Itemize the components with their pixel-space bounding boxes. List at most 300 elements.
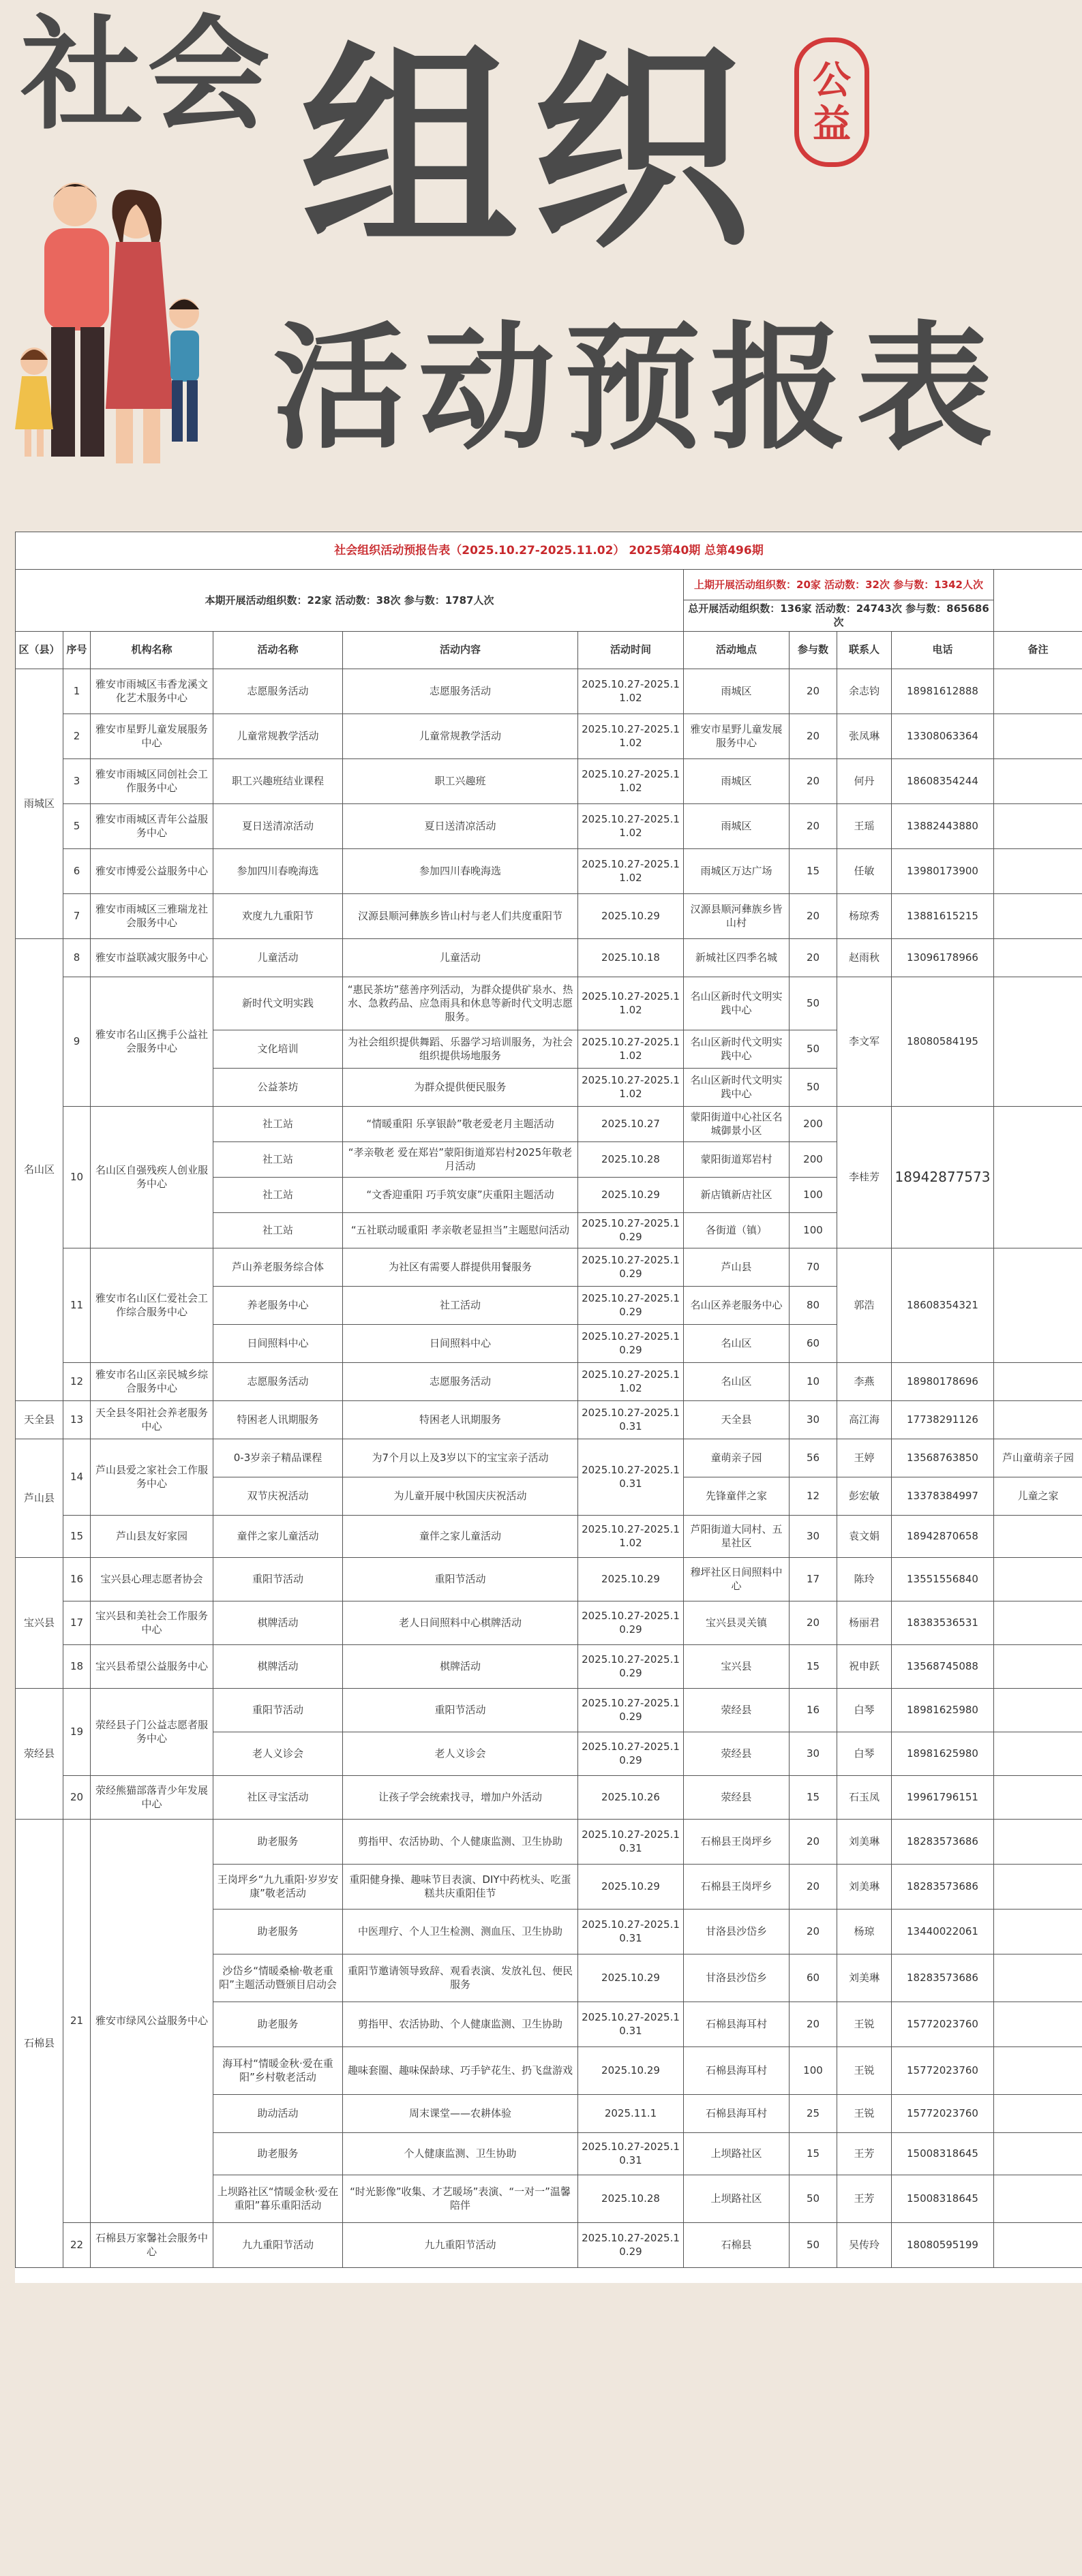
table-cell: 6: [63, 848, 91, 893]
district-cell: 芦山县: [16, 1439, 63, 1557]
table-cell: 志愿服务活动: [343, 1362, 578, 1400]
table-cell: 名山区: [684, 1362, 790, 1400]
table-cell: 16: [63, 1557, 91, 1601]
table-cell: 白琴: [837, 1688, 892, 1732]
table-cell: 社工站: [213, 1177, 343, 1212]
col-note: 备注: [994, 631, 1082, 669]
table-cell: 老人义诊会: [213, 1732, 343, 1775]
table-cell: [994, 570, 1082, 632]
table-cell: 10: [63, 1106, 91, 1248]
table-cell: 棋牌活动: [213, 1644, 343, 1688]
table-cell: 2025.10.27-2025.11.02: [578, 848, 684, 893]
table-cell: 社工站: [213, 1212, 343, 1248]
table-cell: 18383536531: [892, 1601, 994, 1644]
table-cell: 白琴: [837, 1732, 892, 1775]
table-cell: 0-3岁亲子精品课程: [213, 1439, 343, 1477]
table-cell: 彭宏敏: [837, 1477, 892, 1515]
table-cell: [994, 803, 1082, 848]
table-cell: 雅安市名山区仁爱社会工作综合服务中心: [91, 1248, 213, 1362]
table-cell: [994, 1515, 1082, 1557]
table-cell: 2025.10.27-2025.10.29: [578, 1324, 684, 1362]
total-summary: 总开展活动组织数：136家 活动数：24743次 参与数：865686次: [684, 600, 994, 632]
table-cell: 18283573686: [892, 1864, 994, 1909]
table-cell: 芦山县友好家园: [91, 1515, 213, 1557]
col-content: 活动内容: [343, 631, 578, 669]
table-cell: 22: [63, 2222, 91, 2267]
hero-banner: [0, 0, 1082, 518]
table-cell: 雅安市名山区携手公益社会服务中心: [91, 977, 213, 1106]
table-cell: 杨琼: [837, 1909, 892, 1954]
table-cell: 为群众提供便民服务: [343, 1068, 578, 1106]
table-cell: 2025.10.27-2025.10.29: [578, 1248, 684, 1286]
table-cell: 儿童活动: [343, 938, 578, 977]
table-cell: 14: [63, 1439, 91, 1515]
table-cell: 雅安市星野儿童发展服务中心: [684, 714, 790, 758]
table-cell: 双节庆祝活动: [213, 1477, 343, 1515]
table-cell: 50: [790, 977, 837, 1030]
table-cell: 志愿服务活动: [213, 1362, 343, 1400]
table-row: [16, 803, 1082, 848]
table-cell: 2025.10.27-2025.10.29: [578, 1644, 684, 1688]
table-cell: [994, 1601, 1082, 1644]
table-cell: [994, 977, 1082, 1106]
table-cell: 公益茶坊: [213, 1068, 343, 1106]
table-cell: 名山区: [684, 1324, 790, 1362]
col-phone: 电话: [892, 631, 994, 669]
table-cell: 15: [790, 1775, 837, 1819]
table-cell: 宝兴县希望公益服务中心: [91, 1644, 213, 1688]
table-cell: 30: [790, 1400, 837, 1439]
table-cell: 助老服务: [213, 1819, 343, 1864]
table-cell: 2025.10.27-2025.11.02: [578, 803, 684, 848]
table-cell: 日间照料中心: [343, 1324, 578, 1362]
table-cell: 雅安市雨城区三雅瑞龙社会服务中心: [91, 893, 213, 938]
table-cell: 15: [790, 1644, 837, 1688]
district-cell: 名山区: [16, 938, 63, 1400]
table-cell: 中医理疗、个人卫生检测、测血压、卫生协助: [343, 1909, 578, 1954]
table-cell: 20: [790, 2002, 837, 2046]
table-cell: 张凤琳: [837, 714, 892, 758]
table-cell: 李燕: [837, 1362, 892, 1400]
table-cell: [994, 1557, 1082, 1601]
table-cell: 志愿服务活动: [343, 669, 578, 714]
table-cell: 刘美琳: [837, 1864, 892, 1909]
table-cell: 20: [790, 714, 837, 758]
table-cell: 蒙阳街道郑岩村: [684, 1141, 790, 1177]
table-cell: 荥经县: [684, 1688, 790, 1732]
table-cell: 重阳节活动: [213, 1688, 343, 1732]
table-cell: 15: [790, 2132, 837, 2175]
table-cell: 20: [790, 1864, 837, 1909]
table-cell: 15: [790, 848, 837, 893]
district-cell: 宝兴县: [16, 1557, 63, 1688]
table-cell: 雨城区: [684, 669, 790, 714]
table-cell: 何丹: [837, 758, 892, 803]
table-cell: 2025.10.27-2025.10.29: [578, 1601, 684, 1644]
table-cell: 石棉县王岗坪乡: [684, 1819, 790, 1864]
table-row: [16, 1106, 1082, 1141]
table-cell: 13096178966: [892, 938, 994, 977]
table-row: [16, 848, 1082, 893]
table-cell: 助动活动: [213, 2094, 343, 2132]
table-cell: 王锐: [837, 2002, 892, 2046]
table-row: [16, 1557, 1082, 1601]
table-cell: 宝兴县: [684, 1644, 790, 1688]
table-cell: [994, 2132, 1082, 2175]
table-cell: 2025.10.18: [578, 938, 684, 977]
table-cell: 名山区自强残疾人创业服务中心: [91, 1106, 213, 1248]
table-cell: 2025.10.27-2025.11.02: [578, 758, 684, 803]
table-cell: 18980178696: [892, 1362, 994, 1400]
table-cell: 天全县冬阳社会养老服务中心: [91, 1400, 213, 1439]
table-header-row: [16, 631, 1082, 669]
table-cell: [994, 1732, 1082, 1775]
table-row: [16, 669, 1082, 714]
table-cell: 名山区新时代文明实践中心: [684, 977, 790, 1030]
table-cell: “孝亲敬老 爱在郑岩”蒙阳街道郑岩村2025年敬老月活动: [343, 1141, 578, 1177]
table-cell: 天全县: [684, 1400, 790, 1439]
table-cell: 3: [63, 758, 91, 803]
table-row: [16, 2222, 1082, 2267]
table-cell: 荥经县: [684, 1775, 790, 1819]
table-cell: 宝兴县心理志愿者协会: [91, 1557, 213, 1601]
table-cell: 先锋童伴之家: [684, 1477, 790, 1515]
table-cell: 石玉凤: [837, 1775, 892, 1819]
table-cell: 欢度九九重阳节: [213, 893, 343, 938]
table-cell: 雅安市雨城区韦香龙溪文化艺术服务中心: [91, 669, 213, 714]
table-cell: 赵雨秋: [837, 938, 892, 977]
table-cell: 为7个月以上及3岁以下的宝宝亲子活动: [343, 1439, 578, 1477]
table-cell: 2025.10.27-2025.10.31: [578, 1400, 684, 1439]
table-cell: 30: [790, 1515, 837, 1557]
table-cell: 宝兴县灵关镇: [684, 1601, 790, 1644]
table-cell: 20: [790, 938, 837, 977]
table-cell: 56: [790, 1439, 837, 1477]
table-cell: 2025.10.27-2025.10.31: [578, 1439, 684, 1515]
table-cell: 2025.10.27-2025.11.02: [578, 1362, 684, 1400]
table-cell: 重阳健身操、趣味节目表演、DIY中药枕头、吃蛋糕共庆重阳佳节: [343, 1864, 578, 1909]
table-cell: 2025.10.27-2025.10.29: [578, 1688, 684, 1732]
table-row: [16, 1601, 1082, 1644]
table-cell: 上坝路社区“情暖金秋·爱在重阳”暮乐重阳活动: [213, 2175, 343, 2222]
activity-report-table: [15, 532, 1082, 2268]
table-row: [16, 977, 1082, 1030]
table-cell: 王芳: [837, 2132, 892, 2175]
table-cell: 2025.11.1: [578, 2094, 684, 2132]
table-cell: 50: [790, 1030, 837, 1068]
table-cell: [994, 1775, 1082, 1819]
table-row: [16, 1248, 1082, 1286]
table-cell: 25: [790, 2094, 837, 2132]
table-cell: 雅安市雨城区同创社会工作服务中心: [91, 758, 213, 803]
public-welfare-seal: [794, 37, 869, 167]
table-cell: 王瑶: [837, 803, 892, 848]
table-cell: [994, 1248, 1082, 1362]
table-cell: 高江海: [837, 1400, 892, 1439]
table-cell: 100: [790, 1212, 837, 1248]
table-cell: 新时代文明实践: [213, 977, 343, 1030]
table-cell: 杨丽君: [837, 1601, 892, 1644]
table-cell: 儿童之家: [994, 1477, 1082, 1515]
table-cell: 11: [63, 1248, 91, 1362]
seal-char-bottom: 益: [813, 102, 851, 147]
table-cell: 养老服务中心: [213, 1286, 343, 1324]
table-cell: 刘美琳: [837, 1954, 892, 2002]
table-cell: 7: [63, 893, 91, 938]
table-cell: 上坝路社区: [684, 2175, 790, 2222]
table-cell: 2025.10.28: [578, 2175, 684, 2222]
table-cell: 趣味套圈、趣味保龄球、巧手铲花生、扔飞盘游戏: [343, 2046, 578, 2094]
table-cell: 吴传玲: [837, 2222, 892, 2267]
table-cell: 新城社区四季名城: [684, 938, 790, 977]
table-cell: 社区寻宝活动: [213, 1775, 343, 1819]
table-cell: 17: [63, 1601, 91, 1644]
table-cell: 2025.10.27-2025.11.02: [578, 1030, 684, 1068]
table-cell: 13568763850: [892, 1439, 994, 1477]
table-cell: 社工活动: [343, 1286, 578, 1324]
table-row: [16, 714, 1082, 758]
table-cell: 名山区养老服务中心: [684, 1286, 790, 1324]
table-cell: 芦山县: [684, 1248, 790, 1286]
district-cell: 天全县: [16, 1400, 63, 1439]
table-cell: 儿童常规教学活动: [213, 714, 343, 758]
table-row: [16, 1515, 1082, 1557]
table-cell: 19961796151: [892, 1775, 994, 1819]
table-cell: 21: [63, 1819, 91, 2222]
table-cell: [994, 893, 1082, 938]
table-cell: 职工兴趣班结业课程: [213, 758, 343, 803]
table-cell: 13551556840: [892, 1557, 994, 1601]
table-row: [16, 893, 1082, 938]
table-cell: 袁文娟: [837, 1515, 892, 1557]
table-cell: 18981612888: [892, 669, 994, 714]
table-cell: 2025.10.27-2025.10.31: [578, 1909, 684, 1954]
table-cell: 19: [63, 1688, 91, 1775]
table-cell: 1: [63, 669, 91, 714]
table-cell: 上坝路社区: [684, 2132, 790, 2175]
table-cell: 芦阳街道大同村、五星社区: [684, 1515, 790, 1557]
table-cell: [994, 2002, 1082, 2046]
table-cell: 18283573686: [892, 1954, 994, 2002]
table-cell: 2025.10.27-2025.11.02: [578, 714, 684, 758]
table-cell: [994, 2175, 1082, 2222]
table-cell: 18942870658: [892, 1515, 994, 1557]
table-cell: 2025.10.27-2025.10.29: [578, 2222, 684, 2267]
table-cell: 15008318645: [892, 2175, 994, 2222]
table-cell: 雨城区: [684, 803, 790, 848]
table-cell: 为社会组织提供舞蹈、乐器学习培训服务，为社会组织提供场地服务: [343, 1030, 578, 1068]
table-cell: 13881615215: [892, 893, 994, 938]
table-cell: 200: [790, 1106, 837, 1141]
table-cell: 夏日送清凉活动: [343, 803, 578, 848]
col-seq: 序号: [63, 631, 91, 669]
table-cell: 剪指甲、农活协助、个人健康监测、卫生协助: [343, 2002, 578, 2046]
table-cell: 石棉县海耳村: [684, 2094, 790, 2132]
table-cell: 刘美琳: [837, 1819, 892, 1864]
banner-title-line3: 活动预报表: [273, 308, 1003, 468]
table-cell: [994, 1819, 1082, 1864]
table-cell: 特困老人讯期服务: [213, 1400, 343, 1439]
table-cell: 祝申跃: [837, 1644, 892, 1688]
table-cell: 助老服务: [213, 2002, 343, 2046]
table-cell: 13440022061: [892, 1909, 994, 1954]
table-cell: 志愿服务活动: [213, 669, 343, 714]
table-cell: 甘洛县沙岱乡: [684, 1909, 790, 1954]
table-cell: 荥经县: [684, 1732, 790, 1775]
table-cell: 雨城区万达广场: [684, 848, 790, 893]
col-org: 机构名称: [91, 631, 213, 669]
table-cell: 重阳节活动: [343, 1688, 578, 1732]
table-cell: 50: [790, 2222, 837, 2267]
table-cell: 2025.10.27: [578, 1106, 684, 1141]
table-cell: “文香迎重阳 巧手筑安康”庆重阳主题活动: [343, 1177, 578, 1212]
table-cell: 9: [63, 977, 91, 1106]
banner-title-line1: 社会: [20, 3, 275, 147]
table-row: [16, 938, 1082, 977]
table-cell: 18: [63, 1644, 91, 1688]
table-row: [16, 1400, 1082, 1439]
last-period-summary: 上期开展活动组织数：20家 活动数：32次 参与数：1342人次: [684, 570, 994, 600]
table-cell: [994, 1864, 1082, 1909]
table-cell: 20: [790, 893, 837, 938]
table-cell: 2: [63, 714, 91, 758]
table-cell: 王岗坪乡“九九重阳·岁岁安康”敬老活动: [213, 1864, 343, 1909]
table-cell: 王芳: [837, 2175, 892, 2222]
table-cell: 童萌亲子园: [684, 1439, 790, 1477]
table-cell: 20: [790, 1601, 837, 1644]
table-cell: 13: [63, 1400, 91, 1439]
table-cell: 100: [790, 2046, 837, 2094]
table-cell: 日间照料中心: [213, 1324, 343, 1362]
report-card: [15, 532, 1082, 2283]
table-cell: [994, 938, 1082, 977]
table-cell: 15008318645: [892, 2132, 994, 2175]
table-cell: 12: [63, 1362, 91, 1400]
table-cell: 汉源县顺河彝族乡皆山村: [684, 893, 790, 938]
table-cell: 2025.10.27-2025.10.29: [578, 1732, 684, 1775]
table-cell: 童伴之家儿童活动: [343, 1515, 578, 1557]
this-period-summary: 本期开展活动组织数：22家 活动数：38次 参与数：1787人次: [16, 570, 684, 632]
table-cell: 重阳节活动: [343, 1557, 578, 1601]
table-cell: 13882443880: [892, 803, 994, 848]
table-cell: 老人义诊会: [343, 1732, 578, 1775]
table-cell: 20: [790, 669, 837, 714]
table-cell: “时光影像”收集、才艺暖场”表演、“一对一”温馨陪伴: [343, 2175, 578, 2222]
table-cell: [994, 669, 1082, 714]
table-cell: 余志钧: [837, 669, 892, 714]
table-cell: 郭浩: [837, 1248, 892, 1362]
table-cell: 重阳节邀请领导致辞、观看表演、发放礼包、便民服务: [343, 1954, 578, 2002]
table-cell: 王婷: [837, 1439, 892, 1477]
table-cell: 石棉县海耳村: [684, 2046, 790, 2094]
table-cell: 李桂芳: [837, 1106, 892, 1248]
table-cell: “惠民茶坊”慈善序列活动，为群众提供矿泉水、热水、急救药品、应急雨具和休息等新时代文明志愿服务。: [343, 977, 578, 1030]
table-cell: 为儿童开展中秋国庆庆祝活动: [343, 1477, 578, 1515]
table-cell: 芦山县爱之家社会工作服务中心: [91, 1439, 213, 1515]
table-row: [16, 1644, 1082, 1688]
table-cell: 参加四川春晚海选: [343, 848, 578, 893]
seal-char-top: 公: [813, 57, 851, 103]
table-cell: 200: [790, 1141, 837, 1177]
table-cell: [994, 714, 1082, 758]
family-illustration: [7, 164, 239, 477]
table-cell: [994, 758, 1082, 803]
col-activity: 活动名称: [213, 631, 343, 669]
table-cell: 18608354244: [892, 758, 994, 803]
table-cell: “五社联动暖重阳 孝亲敬老显担当”主题慰问活动: [343, 1212, 578, 1248]
table-cell: [994, 1400, 1082, 1439]
table-cell: 宝兴县和美社会工作服务中心: [91, 1601, 213, 1644]
table-cell: 80: [790, 1286, 837, 1324]
table-cell: 儿童活动: [213, 938, 343, 977]
table-cell: 新店镇新店社区: [684, 1177, 790, 1212]
table-cell: 15: [63, 1515, 91, 1557]
table-cell: 13308063364: [892, 714, 994, 758]
table-cell: 沙岱乡“情暖桑榆·敬老重阳”主题活动暨颁目启动会: [213, 1954, 343, 2002]
table-cell: 雅安市绿风公益服务中心: [91, 1819, 213, 2222]
table-cell: 为社区有需要人群提供用餐服务: [343, 1248, 578, 1286]
table-cell: 社工站: [213, 1106, 343, 1141]
table-cell: 参加四川春晚海选: [213, 848, 343, 893]
table-cell: 雅安市星野儿童发展服务中心: [91, 714, 213, 758]
table-row: [16, 758, 1082, 803]
table-cell: “情暖重阳 乐享银龄”敬老爱老月主题活动: [343, 1106, 578, 1141]
table-cell: 棋牌活动: [213, 1601, 343, 1644]
table-cell: 周末课堂——农耕体验: [343, 2094, 578, 2132]
table-cell: 社工站: [213, 1141, 343, 1177]
table-cell: 石棉县王岗坪乡: [684, 1864, 790, 1909]
table-cell: 九九重阳节活动: [343, 2222, 578, 2267]
table-cell: 12: [790, 1477, 837, 1515]
table-cell: 蒙阳街道中心社区名城御景小区: [684, 1106, 790, 1141]
district-cell: 石棉县: [16, 1819, 63, 2267]
district-cell: 雨城区: [16, 669, 63, 938]
table-cell: 100: [790, 1177, 837, 1212]
table-cell: 助老服务: [213, 1909, 343, 1954]
table-cell: 李文军: [837, 977, 892, 1106]
table-cell: 18981625980: [892, 1732, 994, 1775]
table-cell: 2025.10.27-2025.10.31: [578, 2002, 684, 2046]
table-cell: 荥经县子门公益志愿者服务中心: [91, 1688, 213, 1775]
table-cell: [994, 2046, 1082, 2094]
table-cell: [994, 1688, 1082, 1732]
table-cell: 让孩子学会统索找寻，增加户外活动: [343, 1775, 578, 1819]
table-cell: 雨城区: [684, 758, 790, 803]
table-cell: 特困老人讯期服务: [343, 1400, 578, 1439]
table-cell: 2025.10.28: [578, 1141, 684, 1177]
table-cell: 18283573686: [892, 1819, 994, 1864]
table-cell: 各街道（镇）: [684, 1212, 790, 1248]
table-cell: 30: [790, 1732, 837, 1775]
table-cell: 18080584195: [892, 977, 994, 1106]
table-cell: 10: [790, 1362, 837, 1400]
table-cell: 13568745088: [892, 1644, 994, 1688]
table-cell: 重阳节活动: [213, 1557, 343, 1601]
table-cell: 杨琼秀: [837, 893, 892, 938]
table-cell: 棋牌活动: [343, 1644, 578, 1688]
table-cell: 18608354321: [892, 1248, 994, 1362]
table-cell: 18981625980: [892, 1688, 994, 1732]
table-cell: 夏日送清凉活动: [213, 803, 343, 848]
table-row: [16, 1819, 1082, 1864]
table-cell: 15772023760: [892, 2046, 994, 2094]
table-cell: 2025.10.29: [578, 1557, 684, 1601]
table-cell: 职工兴趣班: [343, 758, 578, 803]
report-title: 社会组织活动预报告表（2025.10.27-2025.11.02） 2025第40期 总第496期: [16, 532, 1082, 570]
table-cell: [994, 1644, 1082, 1688]
table-cell: 石棉县海耳村: [684, 2002, 790, 2046]
table-cell: 石棉县万家馨社会服务中心: [91, 2222, 213, 2267]
